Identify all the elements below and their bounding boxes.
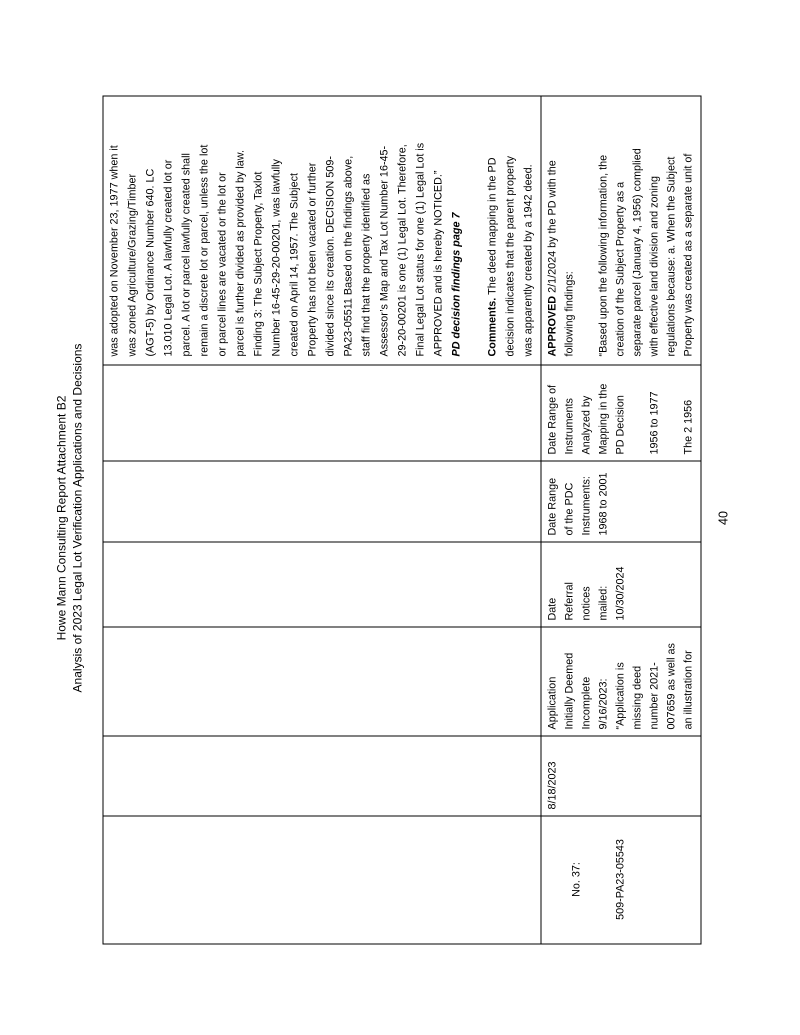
- document-header: [54, 0, 85, 1035]
- header-title-line2: Analysis of 2023 Legal Lot Verification Applications and Decisions: [69, 343, 84, 692]
- cell-r36-application-empty: [103, 627, 541, 736]
- cell-r37-analyzed-instruments-range: Date Range of Instruments Analyzed by Mapping in the PD Decision 1956 to 1977 The 2 1956: [541, 365, 701, 461]
- header-title-line1: Howe Mann Consulting Report Attachment B2: [54, 395, 68, 640]
- page-number: 40: [716, 510, 730, 525]
- cell-r36-date-empty: [103, 736, 541, 816]
- legal-lot-table: [102, 95, 701, 944]
- cell-r36-decision-continuation: was adopted on November 23, 1977 when it was zoned Agriculture/Grazing/Timber (AGT-5) by Ordinance Number 640. LC 13.010 Legal Lot. A lawfully created lot or parcel. A lot or parcel lawfully created shall remain a discrete lot or parcel, unless the lot or parcel lines are vacated or the lot or parcel is further divided as provided by law. Finding 3: The Subject Property, Taxlot Number 16-45-29-20-00201, was lawfully created on April 14, 1957. The Subject Property has not been vacated or further divided since its creation. DECISION 509- PA23-05511 Based on the findings above, staff find that the property identified as Assessor’s Map and Tax Lot Number 16-45- 29-20-00201 is one (1) Legal Lot. Therefore, Final Legal Lot status for one (1) Legal Lot is APPROVED and is hereby NOTICED.” PD decision findings page 7 Comments. The deed mapping in the PD decision indicates that the parent property was apparently created by a 1942 deed.: [103, 96, 541, 365]
- cell-r37-application-date: 8/18/2023: [541, 736, 701, 816]
- cell-r37-number: No. 37: 509-PA23-05543: [541, 816, 701, 944]
- table-row-37: [541, 96, 701, 944]
- cell-r36-instruments-range-empty: [103, 365, 541, 461]
- cell-r37-pdc-instruments-range: Date Range of the PDC Instruments: 1968 to 2001: [541, 461, 701, 542]
- cell-r37-referral-notices: Date Referral notices mailed: 10/30/2024: [541, 542, 701, 627]
- cell-r36-referral-empty: [103, 542, 541, 627]
- cell-r36-pdc-range-empty: [103, 461, 541, 542]
- cell-r37-pd-decision: APPROVED 2/1/2024 by the PD with the following findings: “Based upon the following information, the creation of the Subject Property as a separate parcel (January 4, 1956) complied with effective land division and zoning regulations because: a. When the Subject Property was created as a separate unit of: [541, 96, 701, 365]
- cell-r36-no-empty: [103, 816, 541, 944]
- table-row-36-continuation: [103, 96, 541, 944]
- cell-r37-application-status: Application Initially Deemed Incomplete 9/16/2023: “Application is missing deed number 2021- 007659 as well as an illustration for: [541, 627, 701, 736]
